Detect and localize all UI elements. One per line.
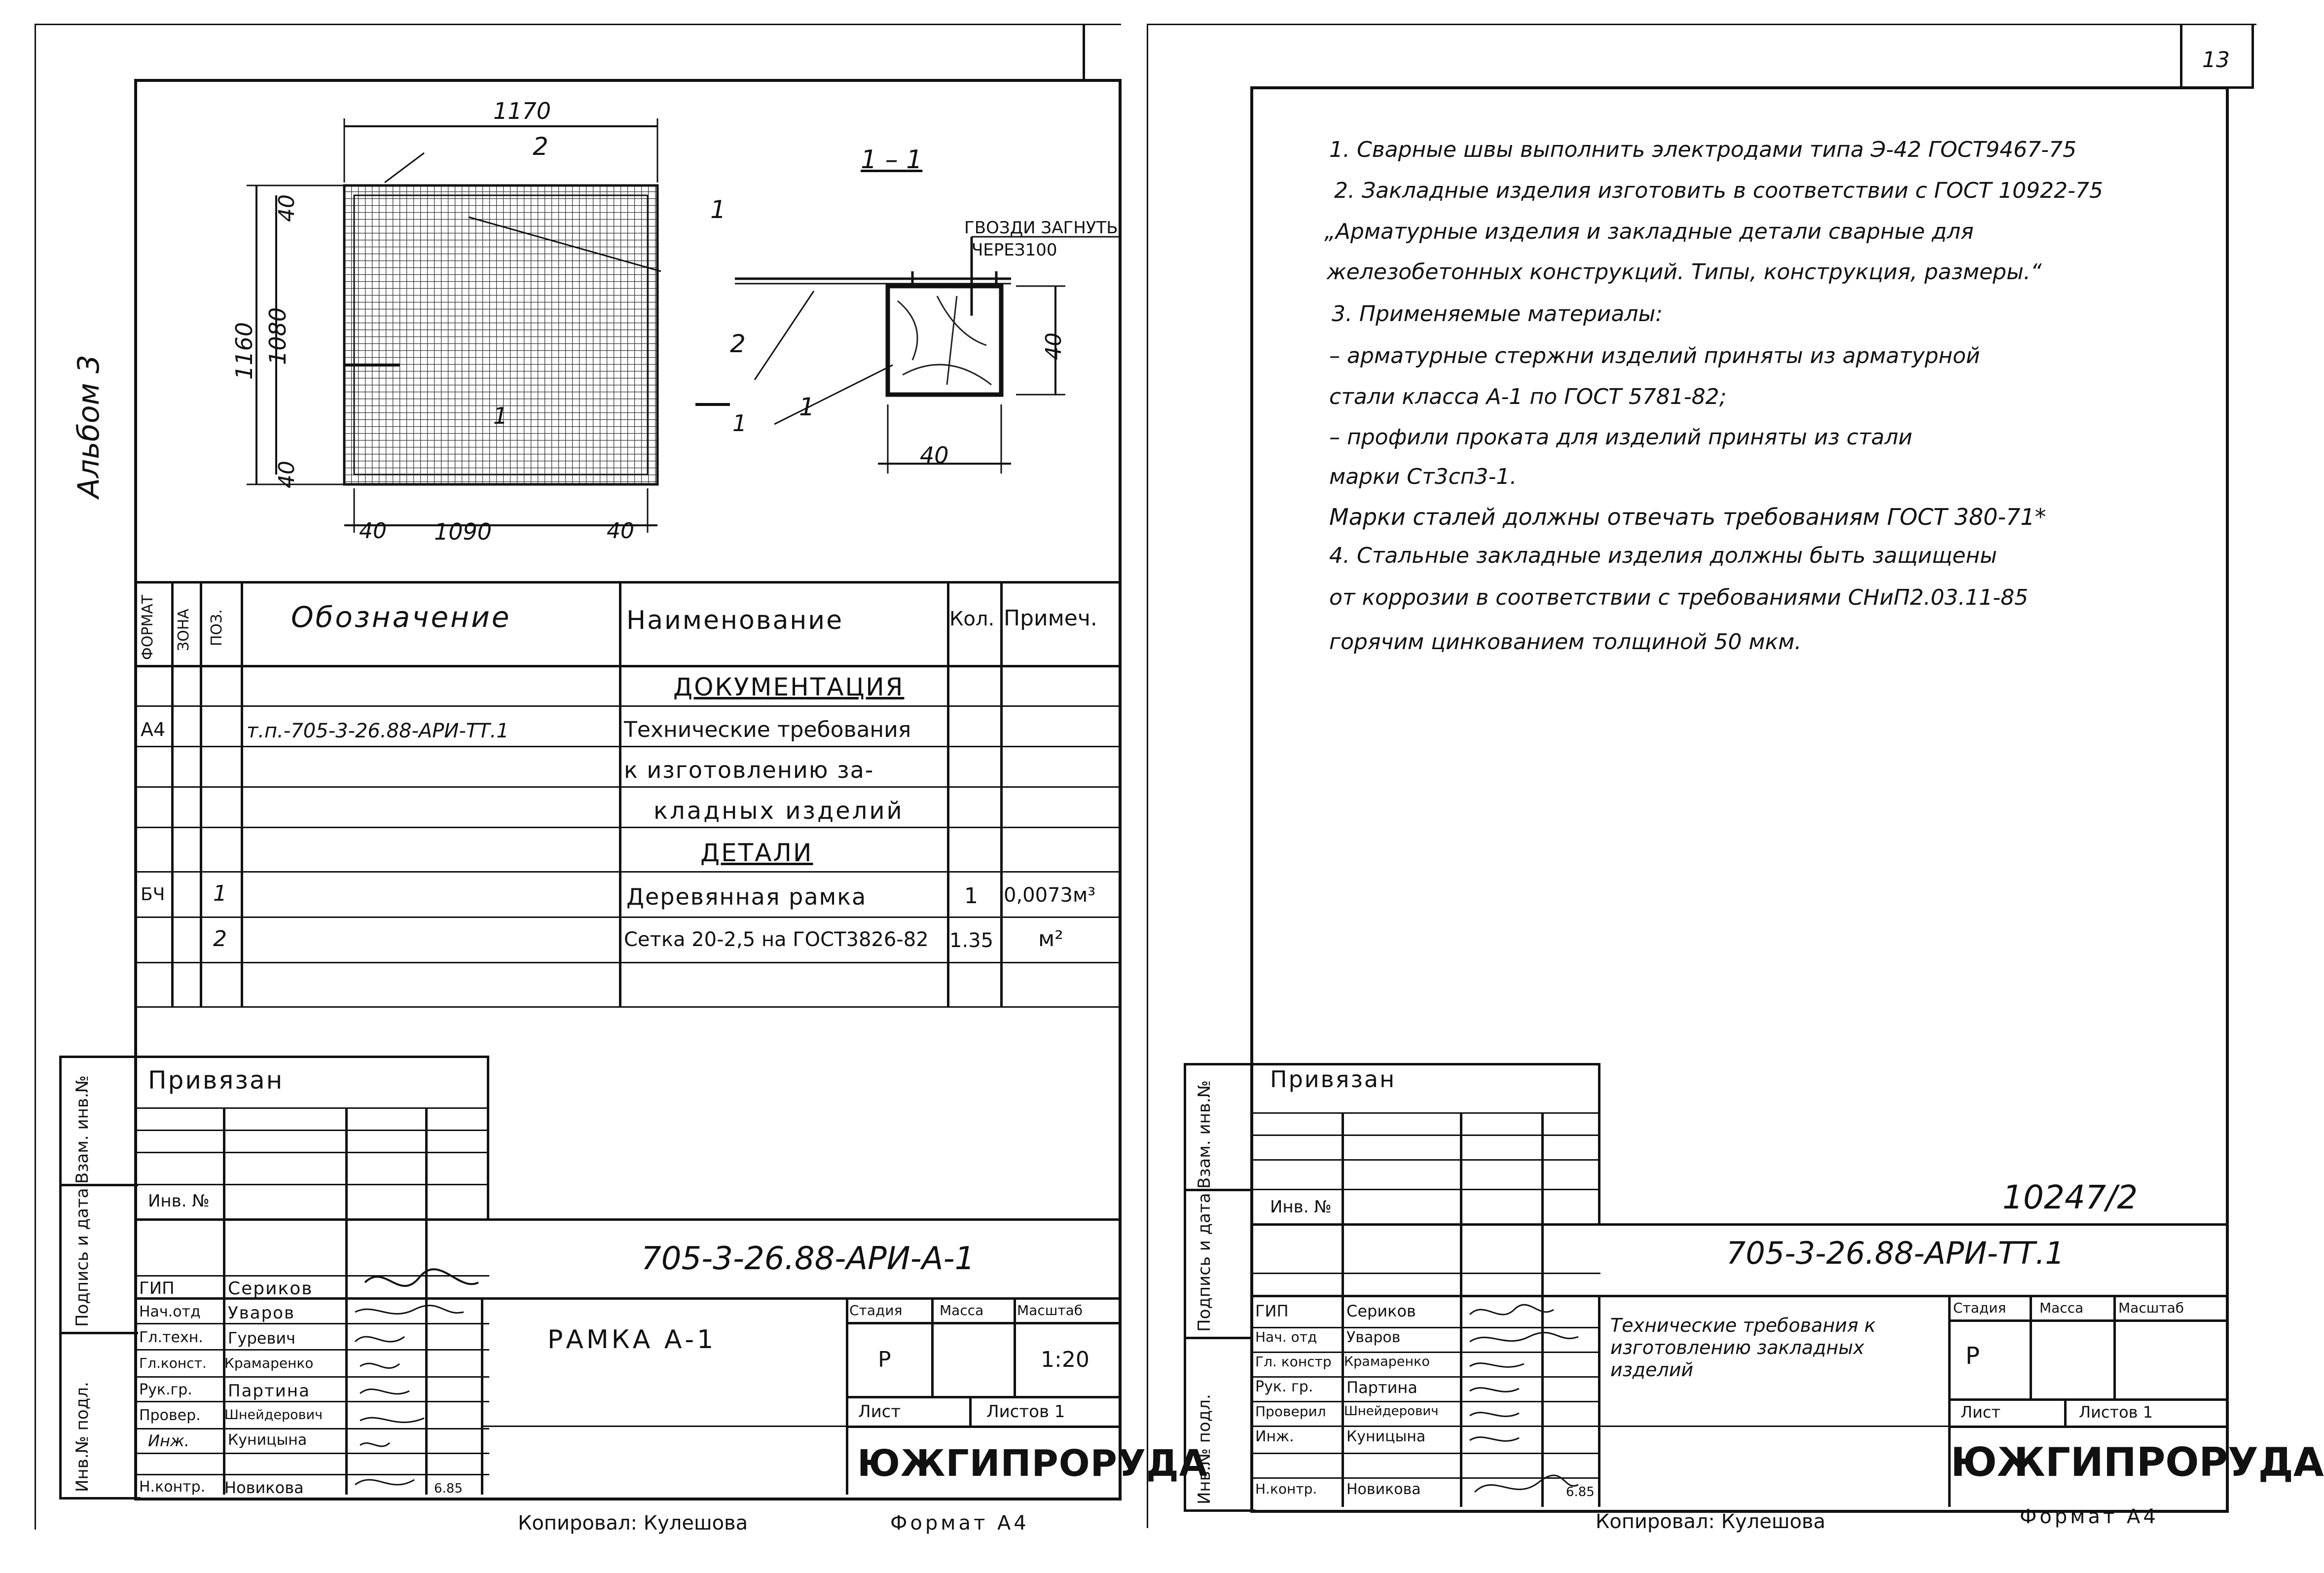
- note-line: 3. Применяемые материалы:: [1332, 301, 1663, 327]
- stamp-title-line: изделий: [1610, 1359, 1694, 1381]
- stamp-name: Уваров: [228, 1303, 295, 1323]
- stamp-title-line: изготовлению закладных: [1610, 1337, 1864, 1358]
- section-callout-1: 1: [799, 393, 815, 421]
- note-line: 2. Закладные изделия изготовить в соответствии с ГОСТ 10922-75: [1334, 178, 2103, 203]
- spec-header-pos: ПОЗ.: [208, 609, 225, 646]
- stamp-role: Рук.гр.: [139, 1381, 192, 1398]
- dim-height-outer: 1160: [231, 322, 257, 380]
- stamp-name: Куницына: [1346, 1428, 1426, 1445]
- stamp-archive-no: 10247/2: [2002, 1178, 2138, 1216]
- left-top-divider: [1083, 24, 1085, 82]
- stamp-title-line: Технические требования к: [1610, 1315, 1876, 1336]
- stamp-name: Новикова: [224, 1478, 304, 1497]
- note-line: железобетонных конструкций. Типы, конструкция, размеры.“: [1327, 259, 2042, 285]
- spec-row-qty: 1: [964, 883, 978, 909]
- side-label-vzam: Взам. инв.№: [73, 1075, 92, 1184]
- stamp-date: 6.85: [434, 1481, 463, 1496]
- stamp-role: Гл. констр: [1255, 1354, 1332, 1370]
- stamp-title: РАМКА А-1: [547, 1325, 717, 1354]
- stamp-role: ГИП: [1255, 1302, 1289, 1320]
- right-frame: [1250, 86, 2229, 1513]
- spec-row-name: ДОКУМЕНТАЦИЯ: [673, 673, 905, 701]
- section-1-1-drawing: [681, 138, 1125, 493]
- copied-by: Копировал: Кулешова: [518, 1512, 748, 1535]
- stamp-role: Рук. гр.: [1255, 1378, 1313, 1395]
- stamp-name: Шнейдерович: [224, 1407, 323, 1423]
- stamp-role: Гл.конст.: [139, 1355, 207, 1371]
- format-label: Формат А4: [2020, 1505, 2159, 1528]
- stamp-role: Нач. отд: [1255, 1329, 1317, 1345]
- stamp-signatures: [345, 1263, 493, 1495]
- dim-side-top: 40: [274, 194, 299, 222]
- side-label-signature: Подпись и дата: [1195, 1193, 1214, 1332]
- stamp-scale-label: Масштаб: [2118, 1300, 2184, 1316]
- spec-row-name: ДЕТАЛИ: [700, 839, 813, 867]
- stamp-role: Гл.техн.: [139, 1329, 203, 1346]
- stamp-role: Проверил: [1255, 1403, 1326, 1420]
- note-line: горячим цинкованием толщиной 50 мкм.: [1329, 629, 1802, 655]
- spec-row-note: 0,0073м³: [1004, 884, 1096, 907]
- section-note-line2: ЧЕРЕЗ100: [972, 240, 1057, 260]
- stamp-scale: 1:20: [1041, 1347, 1089, 1372]
- note-line: 1. Сварные швы выполнить электродами типа Э-42 ГОСТ9467-75: [1329, 137, 2077, 162]
- stamp-role: Инж.: [148, 1431, 189, 1450]
- note-line: 4. Стальные закладные изделия должны быть защищены: [1329, 543, 1997, 568]
- stamp-privyazan: Привязан: [1270, 1066, 1396, 1093]
- stamp-sheets-label: Листов 1: [2079, 1403, 2153, 1422]
- spec-row-pos: 2: [213, 926, 227, 951]
- stamp-signatures: [1460, 1295, 1603, 1507]
- stamp-role: Н.контр.: [1255, 1481, 1317, 1497]
- callout-1: 1: [710, 195, 726, 224]
- side-label-inv: Инв.№ подл.: [1195, 1394, 1214, 1504]
- spec-row-name: кладных изделий: [654, 797, 904, 825]
- section-note-line1: ГВОЗДИ ЗАГНУТЬ: [964, 218, 1118, 238]
- stamp-date: 6.85: [1566, 1485, 1595, 1500]
- spec-header-format: ФОРМАТ: [139, 594, 156, 660]
- side-label-vzam: Взам. инв.№: [1195, 1080, 1214, 1189]
- stamp-sheets-label: Листов 1: [986, 1402, 1065, 1422]
- spec-row-name: к изготовлению за-: [624, 757, 874, 783]
- stamp-stage-label: Стадия: [1953, 1300, 2006, 1316]
- stamp-name: Гуревич: [228, 1329, 296, 1348]
- spec-row-pos: 1: [213, 881, 227, 906]
- section-title: 1 – 1: [861, 145, 923, 175]
- stamp-role: Нач.отд: [139, 1303, 201, 1320]
- side-label-signature: Подпись и дата: [73, 1188, 92, 1327]
- stamp-code: 705-3-26.88-АРИ-ТТ.1: [1726, 1235, 2065, 1271]
- spec-header-zone: ЗОНА: [175, 609, 192, 651]
- callout-2: 2: [533, 132, 548, 161]
- note-line: – арматурные стержни изделий приняты из арматурной: [1329, 343, 1980, 368]
- stamp-sheet-label: Лист: [1961, 1403, 2001, 1422]
- section-dim-height: 40: [1041, 332, 1066, 360]
- stamp-code: 705-3-26.88-АРИ-А-1: [641, 1241, 975, 1277]
- note-line: – профили проката для изделий приняты из стали: [1329, 425, 1913, 450]
- stamp-stage-label: Стадия: [849, 1302, 903, 1318]
- stamp-name: Куницына: [228, 1431, 307, 1449]
- stamp-org: ЮЖГИПРОРУДА: [857, 1442, 1208, 1485]
- stamp-sheet-label: Лист: [858, 1402, 901, 1422]
- stamp-role: Инж.: [1255, 1428, 1294, 1445]
- format-label: Формат А4: [890, 1512, 1029, 1535]
- stamp-mass-label: Масса: [2039, 1300, 2084, 1316]
- right-top-border: [1147, 24, 2256, 25]
- stamp-org: ЮЖГИПРОРУДА: [1951, 1439, 2324, 1485]
- stamp-role: ГИП: [139, 1279, 175, 1298]
- stamp-stage: Р: [1965, 1342, 1980, 1370]
- dim-height-inner: 1080: [264, 307, 291, 365]
- spec-row-name: Сетка 20-2,5 на ГОСТ3826-82: [624, 928, 929, 951]
- stamp-role: Н.контр.: [139, 1478, 206, 1496]
- stamp-inv-no: Инв. №: [1270, 1197, 1332, 1217]
- stamp-name: Партина: [1346, 1378, 1417, 1397]
- spec-row-name: Технические требования: [624, 717, 911, 742]
- stamp-role: Провер.: [139, 1407, 201, 1424]
- stamp-name: Сериков: [1346, 1302, 1416, 1320]
- center-divider: [1147, 24, 1148, 1528]
- stamp-name: Партина: [228, 1381, 310, 1401]
- note-line: от коррозии в соответствии с требованиями СНиП2.03.11-85: [1329, 585, 2029, 610]
- dim-bottom-right: 40: [607, 518, 634, 544]
- section-mark-side: 1: [732, 410, 747, 437]
- frame-plan-drawing: [227, 109, 720, 552]
- stamp-inv-no: Инв. №: [148, 1191, 210, 1211]
- stamp-scale-label: Масштаб: [1017, 1302, 1083, 1318]
- stamp-privyazan: Привязан: [148, 1066, 284, 1095]
- spec-header-note: Примеч.: [1004, 606, 1097, 631]
- album-label: Альбом 3: [72, 355, 106, 498]
- dim-bottom-left: 40: [359, 518, 387, 544]
- side-label-inv: Инв.№ подл.: [73, 1382, 92, 1492]
- spec-row-name: Деревянная рамка: [626, 883, 867, 910]
- stamp-stage: Р: [878, 1347, 891, 1372]
- spec-row-note: м²: [1038, 926, 1063, 951]
- dim-side-bottom: 40: [274, 461, 299, 488]
- spec-header-designation: Обозначение: [291, 600, 511, 634]
- stamp-name: Сериков: [228, 1279, 313, 1299]
- note-line: стали класса А-1 по ГОСТ 5781-82;: [1329, 384, 1727, 409]
- section-dim-width: 40: [920, 442, 949, 469]
- note-line: Марки сталей должны отвечать требованиям ГОСТ 380-71*: [1329, 504, 2046, 530]
- section-callout-2: 2: [730, 329, 746, 358]
- stamp-name: Крамаренко: [224, 1355, 314, 1371]
- stamp-name: Шнейдерович: [1344, 1404, 1439, 1419]
- dim-bottom-mid: 1090: [434, 518, 492, 545]
- page-number: 13: [2202, 47, 2230, 73]
- section-mark-plan: 1: [493, 402, 508, 429]
- spec-row-format: А4: [141, 719, 166, 740]
- spec-header-qty: Кол.: [949, 608, 995, 630]
- copied-by: Копировал: Кулешова: [1596, 1510, 1826, 1533]
- spec-row-format: БЧ: [141, 884, 165, 905]
- dim-top: 1170: [493, 98, 551, 124]
- stamp-name: Новикова: [1346, 1481, 1421, 1498]
- spec-header-name: Наименование: [626, 606, 844, 635]
- spec-row-qty: 1.35: [949, 929, 994, 952]
- note-line: марки Ст3сп3-1.: [1329, 464, 1517, 489]
- spec-row-designation: т.п.-705-3-26.88-АРИ-ТТ.1: [247, 720, 509, 742]
- stamp-name: Крамаренко: [1344, 1354, 1430, 1369]
- stamp-name: Уваров: [1346, 1329, 1401, 1346]
- note-line: „Арматурные изделия и закладные детали сварные для: [1324, 219, 1974, 244]
- stamp-mass-label: Масса: [940, 1302, 984, 1318]
